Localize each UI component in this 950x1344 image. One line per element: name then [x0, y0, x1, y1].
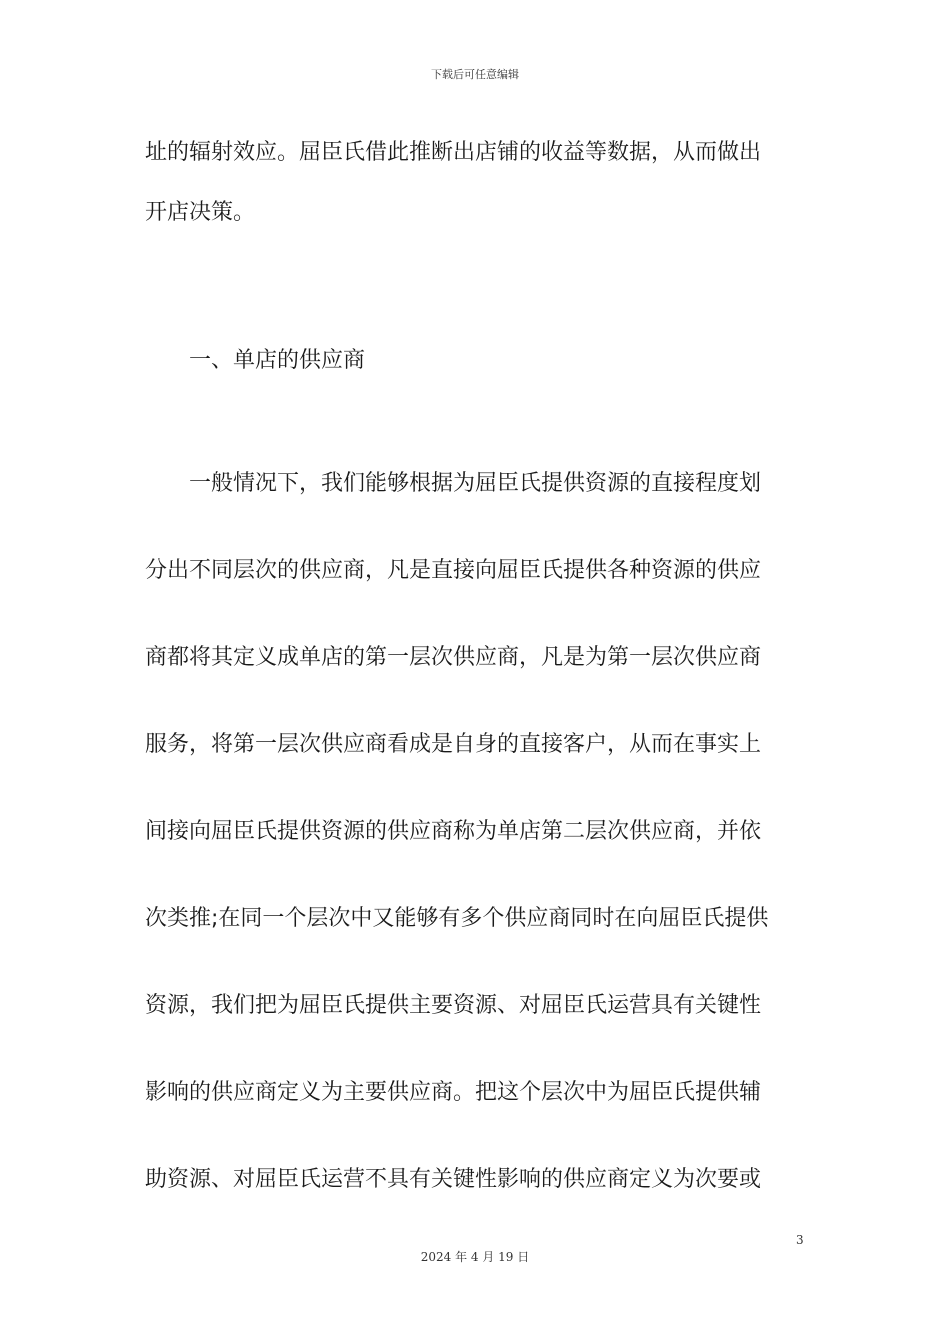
body-line: 影响的供应商定义为主要供应商。把这个层次中为屈臣氏提供辅 — [145, 1080, 762, 1105]
body-line: 间接向屈臣氏提供资源的供应商称为单店第二层次供应商，并依 — [145, 819, 762, 844]
body-line: 服务，将第一层次供应商看成是自身的直接客户，从而在事实上 — [145, 732, 762, 757]
section-heading: 一、单店的供应商 — [145, 348, 366, 373]
page-number: 3 — [796, 1233, 804, 1247]
body-line: 开店决策。 — [145, 200, 256, 225]
body-line: 资源，我们把为屈臣氏提供主要资源、对屈臣氏运营具有关键性 — [145, 993, 762, 1018]
body-line: 助资源、对屈臣氏运营不具有关键性影响的供应商定义为次要或 — [145, 1167, 762, 1192]
page-header: 下载后可任意编辑 — [431, 68, 519, 81]
body-line: 址的辐射效应。屈臣氏借此推断出店铺的收益等数据，从而做出 — [145, 140, 762, 165]
footer-date: 2024 年 4 月 19 日 — [420, 1250, 530, 1264]
body-line: 次类推;在同一个层次中又能够有多个供应商同时在向屈臣氏提供 — [145, 906, 769, 931]
body-line: 分出不同层次的供应商，凡是直接向屈臣氏提供各种资源的供应 — [145, 558, 762, 583]
body-line: 一般情况下，我们能够根据为屈臣氏提供资源的直接程度划 — [145, 471, 762, 496]
body-line: 商都将其定义成单店的第一层次供应商，凡是为第一层次供应商 — [145, 645, 762, 670]
